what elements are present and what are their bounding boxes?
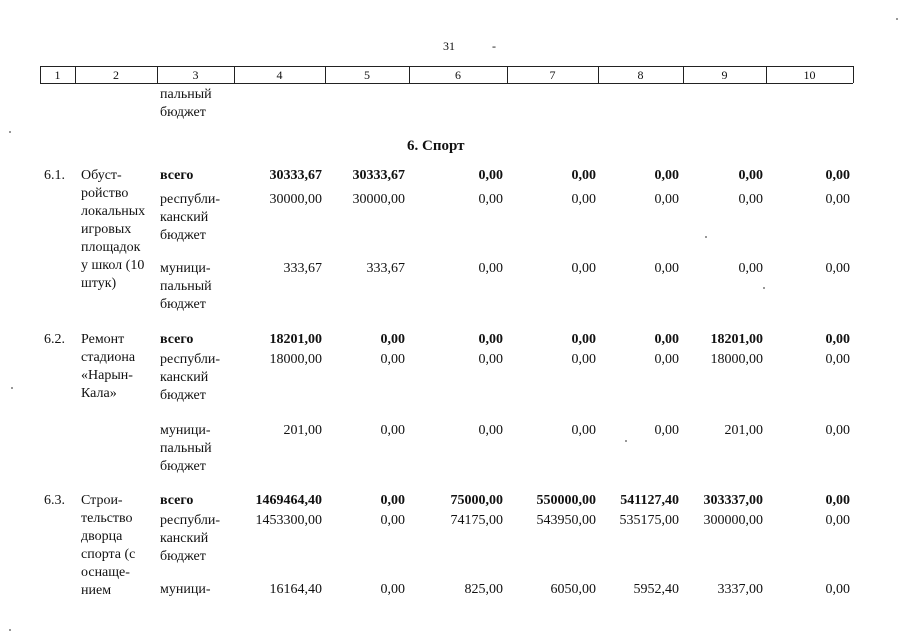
amount-cell: 333,67: [283, 261, 322, 276]
scan-speck: [896, 18, 898, 20]
amount-cell: 0,00: [571, 168, 596, 183]
funding-source-label: пальный: [160, 279, 212, 294]
amount-cell: 0,00: [380, 493, 405, 508]
row-name-line: ройство: [81, 186, 129, 201]
header-column-divider: [853, 66, 854, 83]
row-name-line: локальных: [81, 204, 146, 219]
row-number: 6.2.: [44, 332, 65, 347]
row-name-line: у школ (10: [81, 258, 145, 273]
amount-cell: 0,00: [478, 168, 503, 183]
amount-cell: 0,00: [654, 168, 679, 183]
amount-cell: 0,00: [478, 423, 503, 438]
header-column-number: 10: [803, 68, 816, 82]
amount-cell: 0,00: [738, 168, 763, 183]
amount-cell: 0,00: [571, 352, 596, 367]
page-mark: -: [492, 39, 496, 53]
header-column-number: 9: [721, 68, 728, 82]
amount-cell: 0,00: [654, 423, 679, 438]
amount-cell: 3337,00: [717, 582, 763, 597]
amount-cell: 825,00: [464, 582, 503, 597]
amount-cell: 5952,40: [633, 582, 679, 597]
amount-cell: 0,00: [654, 261, 679, 276]
amount-cell: 0,00: [825, 423, 850, 438]
header-column-number: 7: [549, 68, 556, 82]
amount-cell: 0,00: [380, 513, 405, 528]
carry-over-source-line: пальный: [160, 87, 212, 102]
amount-cell: 541127,40: [620, 493, 679, 508]
row-name-line: спорта (с: [81, 547, 136, 562]
amount-cell: 0,00: [478, 192, 503, 207]
amount-cell: 0,00: [478, 261, 503, 276]
scan-speck: [9, 131, 11, 133]
row-name-line: Кала»: [81, 386, 117, 401]
row-name-line: Ремонт: [81, 332, 125, 347]
amount-cell: 0,00: [654, 352, 679, 367]
header-column-number: 6: [455, 68, 461, 82]
amount-cell: 0,00: [825, 168, 850, 183]
amount-cell: 1469464,40: [255, 493, 322, 508]
funding-source-label: всего: [160, 493, 194, 508]
amount-cell: 0,00: [571, 423, 596, 438]
amount-cell: 30000,00: [352, 192, 405, 207]
amount-cell: 0,00: [825, 513, 850, 528]
row-name-line: дворца: [81, 529, 123, 544]
carry-over-source-line: бюджет: [160, 105, 206, 120]
funding-source-label: муници-: [160, 261, 211, 276]
row-name-line: оснаще-: [81, 565, 130, 580]
funding-source-label: всего: [160, 332, 194, 347]
row-name-line: Строи-: [81, 493, 123, 508]
funding-source-label: всего: [160, 168, 194, 183]
header-column-number: 4: [276, 68, 283, 82]
amount-cell: 0,00: [654, 192, 679, 207]
amount-cell: 550000,00: [536, 493, 596, 508]
funding-source-label: бюджет: [160, 228, 206, 243]
amount-cell: 0,00: [825, 332, 850, 347]
row-number: 6.3.: [44, 493, 65, 508]
row-name-line: Обуст-: [81, 168, 122, 183]
amount-cell: 1453300,00: [255, 513, 322, 528]
amount-cell: 0,00: [380, 423, 405, 438]
amount-cell: 16164,40: [269, 582, 322, 597]
amount-cell: 75000,00: [450, 493, 503, 508]
row-name-line: площадок: [81, 240, 141, 255]
funding-source-label: муници-: [160, 423, 211, 438]
amount-cell: 30333,67: [269, 168, 322, 183]
amount-cell: 0,00: [571, 261, 596, 276]
scan-speck: [705, 236, 707, 238]
amount-cell: 0,00: [380, 352, 405, 367]
amount-cell: 303337,00: [703, 493, 763, 508]
amount-cell: 30000,00: [269, 192, 322, 207]
scan-speck: [11, 387, 13, 389]
amount-cell: 0,00: [825, 261, 850, 276]
funding-source-label: канский: [160, 531, 209, 546]
funding-source-label: республи-: [160, 352, 220, 367]
amount-cell: 0,00: [738, 192, 763, 207]
amount-cell: 74175,00: [450, 513, 503, 528]
amount-cell: 18000,00: [269, 352, 322, 367]
header-column-number: 3: [192, 68, 199, 82]
funding-source-label: бюджет: [160, 549, 206, 564]
amount-cell: 333,67: [366, 261, 405, 276]
amount-cell: 535175,00: [619, 513, 679, 528]
funding-source-label: канский: [160, 210, 209, 225]
section-title: 6. Спорт: [407, 138, 465, 154]
amount-cell: 0,00: [825, 352, 850, 367]
funding-source-label: республи-: [160, 513, 220, 528]
scan-speck: [763, 287, 765, 289]
amount-cell: 0,00: [571, 332, 596, 347]
row-name-line: нием: [81, 583, 112, 598]
amount-cell: 0,00: [825, 493, 850, 508]
scan-speck: [9, 629, 11, 631]
row-number: 6.1.: [44, 168, 65, 183]
page-number: 31: [443, 39, 455, 53]
header-column-number: 5: [364, 68, 370, 82]
row-name-line: тельство: [81, 511, 133, 526]
amount-cell: 543950,00: [536, 513, 596, 528]
header-bottom-rule: [40, 83, 853, 84]
funding-source-label: бюджет: [160, 388, 206, 403]
amount-cell: 30333,67: [352, 168, 405, 183]
funding-source-label: муници-: [160, 582, 211, 597]
funding-source-label: республи-: [160, 192, 220, 207]
scan-speck: [625, 440, 627, 442]
amount-cell: 0,00: [825, 192, 850, 207]
amount-cell: 300000,00: [703, 513, 763, 528]
funding-source-label: канский: [160, 370, 209, 385]
funding-source-label: пальный: [160, 441, 212, 456]
row-name-line: «Нарын-: [81, 368, 133, 383]
row-name-line: игровых: [81, 222, 132, 237]
amount-cell: 0,00: [571, 192, 596, 207]
row-name-line: штук): [81, 276, 117, 291]
amount-cell: 201,00: [724, 423, 763, 438]
header-column-number: 2: [113, 68, 119, 82]
amount-cell: 201,00: [283, 423, 322, 438]
funding-source-label: бюджет: [160, 297, 206, 312]
amount-cell: 0,00: [380, 582, 405, 597]
funding-source-label: бюджет: [160, 459, 206, 474]
amount-cell: 0,00: [380, 332, 405, 347]
amount-cell: 18000,00: [710, 352, 763, 367]
header-column-number: 8: [637, 68, 644, 82]
amount-cell: 18201,00: [710, 332, 763, 347]
amount-cell: 0,00: [825, 582, 850, 597]
header-column-number: 1: [54, 68, 61, 82]
amount-cell: 0,00: [654, 332, 679, 347]
amount-cell: 0,00: [478, 352, 503, 367]
amount-cell: 18201,00: [269, 332, 322, 347]
row-name-line: стадиона: [81, 350, 136, 365]
amount-cell: 0,00: [478, 332, 503, 347]
amount-cell: 6050,00: [550, 582, 596, 597]
amount-cell: 0,00: [738, 261, 763, 276]
